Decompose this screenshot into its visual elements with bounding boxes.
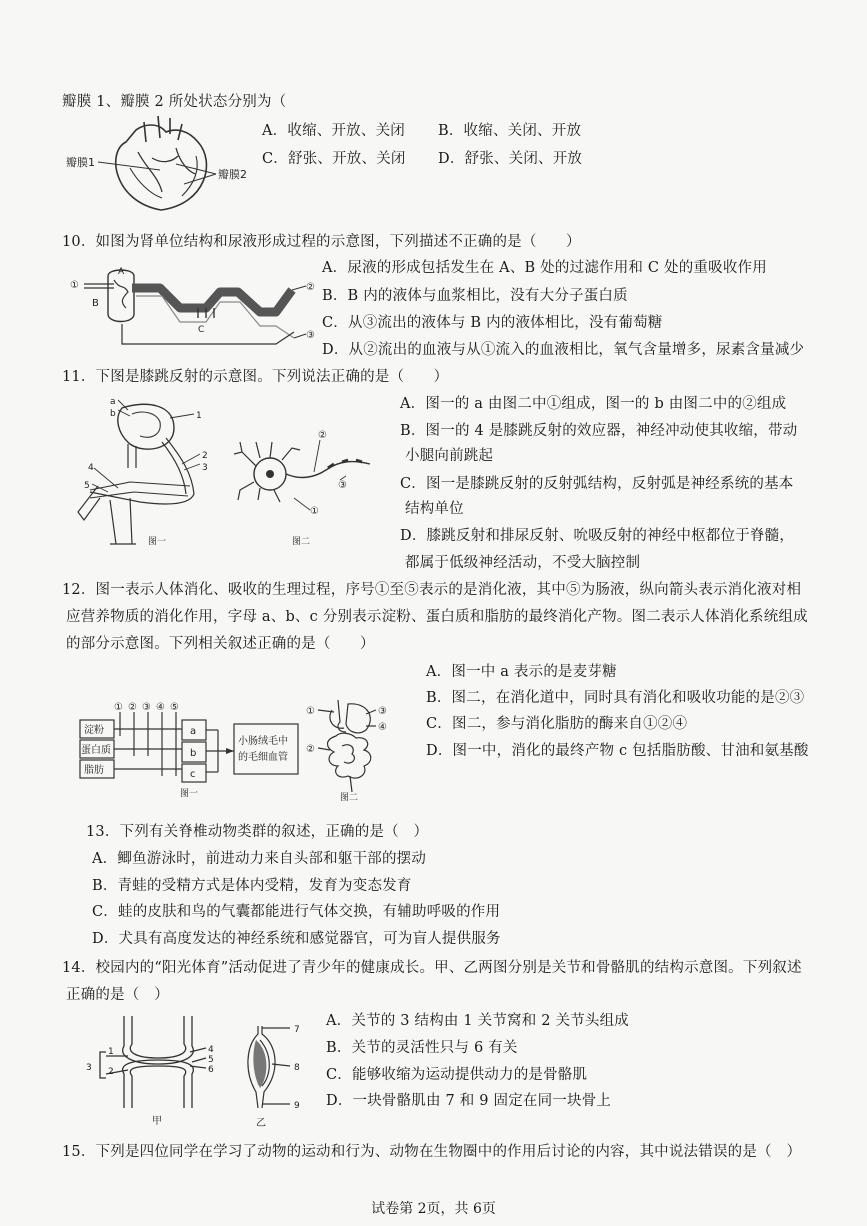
- q11-stem: 11．下图是膝跳反射的示意图。下列说法正确的是（ ）: [62, 369, 449, 385]
- q15-stem: 15．下列是四位同学在学习了动物的运动和行为、动物在生物圈中的作用后讨论的内容，其中说法错误的是（ ）: [62, 1144, 802, 1160]
- muscle-label-7: 7: [294, 1025, 300, 1035]
- reflex-label-a: a: [110, 397, 116, 407]
- joint-label-1: 1: [108, 1047, 114, 1057]
- digest-juice-2: ②: [128, 702, 137, 713]
- digest-juice-3: ③: [142, 702, 151, 713]
- joint-muscle-diagram: [72, 1012, 322, 1128]
- q11-option-c2: 结构单位: [405, 501, 464, 517]
- q9-stem-tail: 瓣膜 1、瓣膜 2 所处状态分别为（: [62, 94, 287, 110]
- nephron-label-3: ③: [306, 330, 315, 341]
- figure-yi-caption: 乙: [256, 1118, 266, 1128]
- q11-option-c1: C．图一是膝跳反射的反射弧结构，反射弧是神经系统的基本: [400, 476, 794, 492]
- digest-protein: 蛋白质: [81, 745, 111, 756]
- q14-stem-1: 14．校园内的“阳光体育”活动促进了青少年的健康成长。甲、乙两图分别是关节和骨骼肌的结构示意图。下列叙述: [62, 960, 802, 976]
- figure-jia-caption: 甲: [152, 1116, 162, 1127]
- nephron-label-a: A: [118, 267, 125, 277]
- q10-option-a: A．尿液的形成包括发生在 A、B 处的过滤作用和 C 处的重吸收作用: [322, 260, 767, 276]
- q14-option-d: D．一块骨骼肌由 7 和 9 固定在同一块骨上: [326, 1093, 612, 1109]
- organ-label-4: ④: [378, 722, 387, 733]
- q12-option-a: A．图一中 a 表示的是麦芽糖: [426, 664, 617, 680]
- q11-option-a: A．图一的 a 由图二中①组成，图一的 b 由图二中的②组成: [400, 396, 787, 412]
- q14-stem-2: 正确的是（ ）: [66, 987, 169, 1003]
- figure-2-caption: 图二: [292, 537, 311, 547]
- q12-option-b: B．图二，在消化道中，同时具有消化和吸收功能的是②③: [426, 690, 805, 706]
- q12-stem-2: 应营养物质的消化作用，字母 a、b、c 分别表示淀粉、蛋白质和脂肪的最终消化产物。图二表示人体消化系统组成: [66, 609, 808, 625]
- q13-option-d: D．犬具有高度发达的神经系统和感觉器官，可为盲人提供服务: [92, 931, 501, 947]
- organ-label-3: ③: [378, 706, 387, 717]
- nephron-label-b: B: [92, 298, 99, 309]
- q13-option-a: A．鲫鱼游泳时，前进动力来自头部和躯干部的摆动: [92, 851, 427, 867]
- digest-figure-1-caption: 图一: [180, 789, 199, 799]
- digest-figure-2-caption: 图二: [340, 793, 359, 802]
- digest-juice-4: ④: [156, 702, 165, 713]
- neuron-label-2: ②: [318, 430, 327, 441]
- q11-option-d2: 都属于低级神经活动，不受大脑控制: [405, 555, 641, 571]
- q14-option-a: A．关节的 3 结构由 1 关节窝和 2 关节头组成: [326, 1013, 630, 1029]
- reflex-label-5: 5: [84, 481, 90, 491]
- q11-option-d1: D．膝跳反射和排尿反射、吮吸反射的神经中枢都位于脊髓，: [400, 528, 795, 544]
- digest-juice-5: ⑤: [170, 702, 179, 713]
- digest-juice-1: ①: [114, 702, 123, 713]
- q11-option-b1: B．图一的 4 是膝跳反射的效应器，神经冲动使其收缩，带动: [400, 423, 798, 439]
- figure-1-caption: 图一: [148, 537, 167, 547]
- reflex-label-2: 2: [202, 451, 208, 461]
- q14-option-b: B．关节的灵活性只与 6 有关: [326, 1040, 518, 1056]
- nephron-diagram: [70, 262, 318, 354]
- q14-option-c: C．能够收缩为运动提供动力的是骨骼肌: [326, 1067, 588, 1083]
- digest-product-c: c: [190, 769, 196, 780]
- joint-label-2: 2: [108, 1067, 114, 1077]
- nephron-label-2: ②: [306, 282, 315, 293]
- reflex-label-1: 1: [196, 411, 202, 421]
- joint-label-3: 3: [86, 1063, 92, 1073]
- organ-label-2: ②: [306, 744, 315, 755]
- q13-option-c: C．蛙的皮肤和鸟的气囊都能进行气体交换，有辅助呼吸的作用: [92, 904, 501, 920]
- reflex-label-4: 4: [88, 463, 94, 473]
- joint-label-4: 4: [208, 1045, 214, 1055]
- digest-product-b: b: [190, 748, 197, 759]
- villus-capillary-line-2: 的毛细血管: [238, 752, 288, 763]
- muscle-label-9: 9: [294, 1101, 300, 1111]
- q9-option-d: D．舒张、关闭、开放: [438, 151, 583, 167]
- valve-1-label: 瓣膜1: [66, 156, 95, 169]
- muscle-label-8: 8: [294, 1063, 300, 1073]
- q10-option-b: B．B 内的液体与血浆相比，没有大分子蛋白质: [322, 288, 628, 304]
- digest-starch: 淀粉: [84, 725, 104, 736]
- q12-option-d: D．图一中，消化的最终产物 c 包括脂肪酸、甘油和氨基酸: [426, 743, 809, 759]
- q9-option-c: C．舒张、开放、关闭: [262, 151, 406, 167]
- q10-option-d: D．从②流出的血液与从①流入的血液相比，氧气含量增多，尿素含量减少: [322, 342, 805, 358]
- q12-stem-1: 12．图一表示人体消化、吸收的生理过程，序号①至⑤表示的是消化液，其中⑤为肠液，纵向箭头表示消化液对相: [62, 582, 802, 598]
- knee-reflex-diagram: [70, 394, 390, 554]
- digestion-diagram: [76, 696, 414, 802]
- q13-option-b: B．青蛙的受精方式是体内受精，发育为变态发育: [92, 878, 412, 894]
- neuron-label-1: ①: [310, 506, 319, 517]
- valve-2-label: 瓣膜2: [218, 168, 247, 181]
- q12-option-c: C．图二，参与消化脂肪的酶来自①②④: [426, 716, 688, 732]
- page-footer: 试卷第 2页，共 6页: [371, 1201, 496, 1217]
- q13-stem: 13．下列有关脊椎动物类群的叙述，正确的是（ ）: [86, 824, 429, 840]
- digest-product-a: a: [190, 726, 197, 737]
- heart-diagram: [66, 112, 256, 216]
- nephron-label-c: C: [198, 325, 205, 335]
- q9-option-b: B．收缩、关闭、开放: [438, 123, 582, 139]
- q10-option-c: C．从③流出的液体与 B 内的液体相比，没有葡萄糖: [322, 315, 663, 331]
- q11-option-b2: 小腿向前跳起: [405, 448, 494, 464]
- reflex-label-b: b: [110, 409, 116, 419]
- villus-capillary-line-1: 小肠绒毛中: [238, 736, 288, 747]
- digest-fat: 脂肪: [84, 765, 104, 776]
- reflex-label-3: 3: [202, 463, 208, 473]
- neuron-label-3: ③: [338, 480, 347, 491]
- nephron-label-1: ①: [70, 280, 79, 291]
- q12-stem-3: 的部分示意图。下列相关叙述正确的是（ ）: [66, 636, 375, 652]
- joint-label-5: 5: [208, 1055, 214, 1065]
- organ-label-1: ①: [306, 706, 315, 717]
- q10-stem: 10．如图为肾单位结构和尿液形成过程的示意图，下列描述不正确的是（ ）: [62, 234, 581, 250]
- joint-label-6: 6: [208, 1065, 214, 1075]
- q9-option-a: A．收缩、开放、关闭: [262, 123, 405, 139]
